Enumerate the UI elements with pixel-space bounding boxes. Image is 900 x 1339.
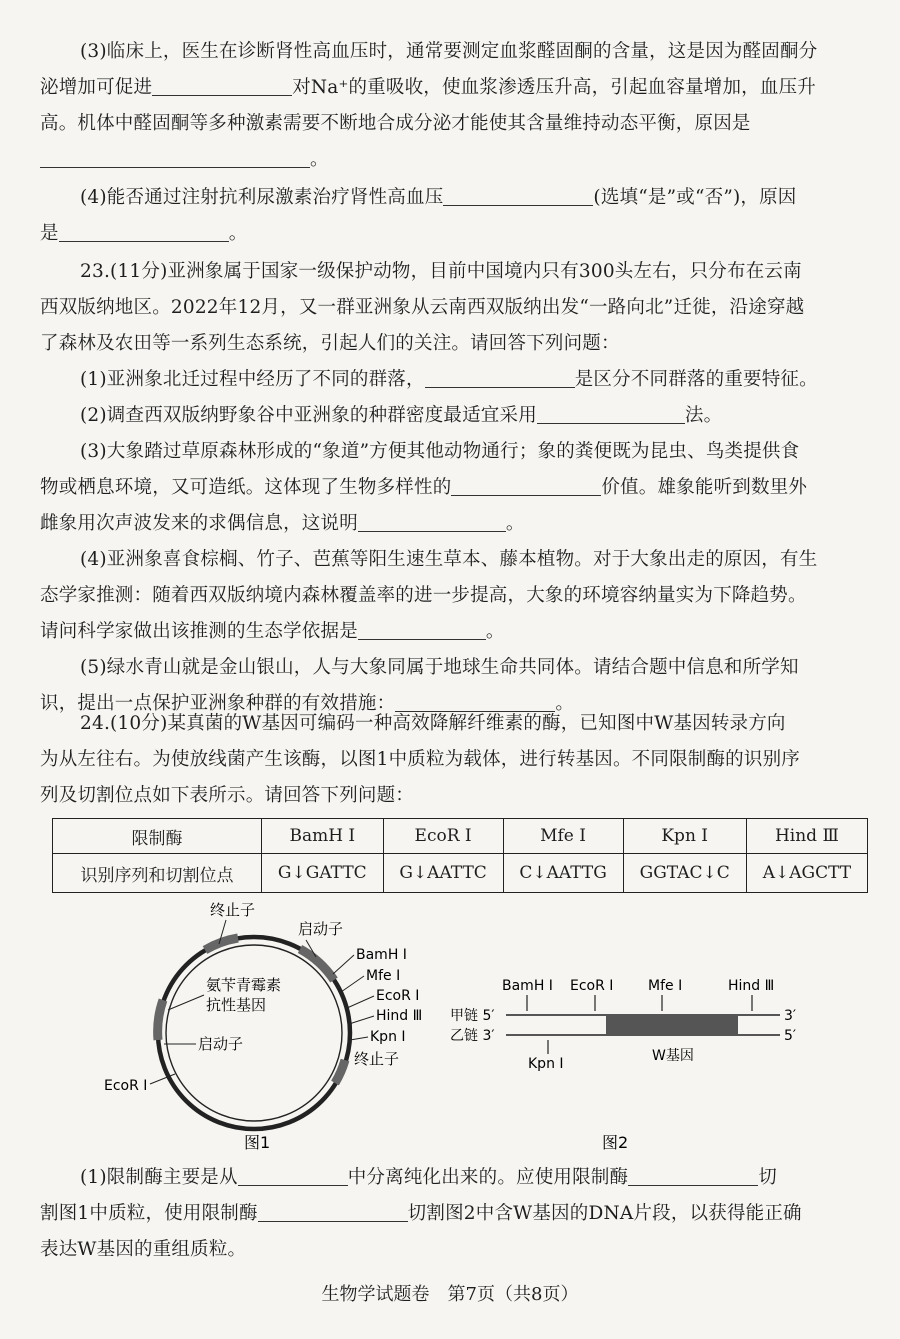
table-cell: Mfe I [503,819,623,854]
amp-gene-segment [158,1000,163,1040]
q23-p5-line2: 识，提出一点保护亚洲象种群的有效措施： 。 [40,693,575,714]
table-cell: Kpn I [623,819,746,854]
q22-p4-line2: 是 。 [40,223,248,244]
table-cell: G↓AATTC [383,854,503,893]
figure-1-plasmid [104,901,422,1152]
q23-p4-line3: 请问科学家做出该推测的生态学依据是 。 [40,621,505,642]
q22-p3-line1: (3)临床上，医生在诊断肾性高血压时，通常要测定血浆醛固酮的含量，这是因为醛固酮分 [80,41,818,62]
label-terminator-bottom: 终止子 [354,1050,400,1068]
plasmid-ring-inner [166,945,342,1121]
label-mfei: Mfe Ⅰ [366,968,401,984]
answer-blank[interactable] [238,1165,348,1186]
label-ecori-fig2: EcoR Ⅰ [570,978,614,994]
label-hindiii: Hind Ⅲ [376,1008,423,1024]
q23-p4-line1: (4)亚洲象喜食棕榈、竹子、芭蕉等阳生速生草本、藤本植物。对于大象出走的原因，有生 [80,549,818,570]
leader-line [347,996,374,1008]
q23-p3-line2: 物或栖息环境，又可造纸。这体现了生物多样性的 价值。雄象能听到数里外 [40,477,808,498]
label-terminator-top: 终止子 [210,901,256,919]
q23-p1: (1)亚洲象北迁过程中经历了不同的群落， 是区分不同群落的重要特征。 [80,369,818,390]
label-strand-b: 乙链 3′ [450,1028,495,1044]
leader-line [349,1016,374,1024]
promoter-segment [300,949,334,980]
q23-p3-line3: 雌象用次声波发来的求偶信息，这说明 。 [40,513,525,534]
q24-stem-line2: 为从左往右。为使放线菌产生该酶，以图1中质粒为载体，进行转基因。不同限制酶的识别序 [40,749,800,770]
q23-p3-line1: (3)大象踏过草原森林形成的“象道”方便其他动物通行；象的粪便既为昆虫、鸟类提供食 [80,441,800,462]
q22-p3-line4: 。 [40,142,866,178]
q23-stem-line1: 23.(11分)亚洲象属于国家一级保护动物，目前中国境内只有300头左右，只分布在云南 [80,261,802,282]
table-cell: Hind Ⅲ [746,819,867,854]
q23-p5-line1: (5)绿水青山就是金山银山，人与大象同属于地球生命共同体。请结合题中信息和所学知 [80,657,799,678]
table-cell: A↓AGCTT [746,854,867,893]
q24-p1-line2: 割图1中质粒，使用限制酶 切割图2中含W基因的DNA片段，以获得能正确 [40,1203,802,1224]
label-mfei-fig2: Mfe Ⅰ [648,978,683,994]
q22-p3-line3: 高。机体中醛固酮等多种激素需要不断地合成分泌才能使其含量维持动态平衡，原因是 [40,113,751,134]
label-kpni: Kpn Ⅰ [370,1029,406,1045]
q24-stem-line3: 列及切割位点如下表所示。请回答下列问题： [40,785,415,806]
w-gene-block [606,1014,738,1036]
label-bamhi-fig2: BamH Ⅰ [502,978,553,994]
table-cell: GGTAC↓C [623,854,746,893]
label-bamhi: BamH Ⅰ [356,947,407,963]
leader-line [341,976,364,992]
q23-stem-line3: 了森林及农田等一系列生态系统，引起人们的关注。请回答下列问题： [40,333,620,354]
label-promoter-left: 启动子 [198,1035,244,1053]
q24-stem-line1: 24.(10分)某真菌的W基因可编码一种高效降解纤维素的酶，已知图中W基因转录方向 [80,713,786,734]
answer-blank[interactable] [258,1201,408,1222]
leader-line [350,1037,368,1040]
table-cell: 识别序列和切割位点 [53,854,262,893]
q24-p1-line1: (1)限制酶主要是从 中分离纯化出来的。应使用限制酶 切 [80,1167,777,1188]
figure-2-dna-fragment [450,978,796,1152]
label-ecori-left: EcoR Ⅰ [104,1078,148,1094]
q23-stem-line2: 西双版纳地区。2022年12月，又一群亚洲象从云南西双版纳出发“一路向北”迁徙，沿途穿越 [40,297,805,318]
table-cell: G↓GATTC [262,854,384,893]
answer-blank[interactable] [628,1165,758,1186]
table-cell: 限制酶 [53,819,262,854]
q23-p2: (2)调查西双版纳野象谷中亚洲象的种群密度最适宜采用 法。 [80,405,723,426]
figure-1-caption: 图1 [244,1133,271,1152]
q22-p4-line1: (4)能否通过注射抗利尿激素治疗肾性高血压 (选填“是”或“否”)，原因 [80,187,797,208]
q22-p3-line2: 泌增加可促进 对Na⁺的重吸收，使血浆渗透压升高，引起血容量增加，血压升 [40,77,816,98]
label-end-a: 3′ [784,1008,797,1024]
q24-p1-line3: 表达W基因的重组质粒。 [40,1239,247,1260]
label-ecori-right: EcoR Ⅰ [376,988,420,1004]
table-cell: BamH I [262,819,384,854]
label-promoter-top: 启动子 [298,920,344,938]
label-amp-line1: 氨苄青霉素 [206,976,282,994]
label-end-b: 5′ [784,1028,797,1044]
table-cell: C↓AATTG [503,854,623,893]
label-w-gene: W基因 [652,1048,694,1064]
label-strand-a: 甲链 5′ [450,1008,495,1024]
label-kpni-fig2: Kpn Ⅰ [528,1056,564,1072]
leader-line [333,955,354,974]
q23-p4-line2: 态学家推测：随着西双版纳境内森林覆盖率的进一步提高，大象的环境容纳量实为下降趋势。 [40,585,807,606]
page-footer: 生物学试题卷 第7页（共8页） [321,1284,579,1305]
table-cell: EcoR I [383,819,503,854]
label-amp-line2: 抗性基因 [206,996,267,1014]
figure-2-caption: 图2 [602,1133,629,1152]
label-hindiii-fig2: Hind Ⅲ [728,978,775,994]
